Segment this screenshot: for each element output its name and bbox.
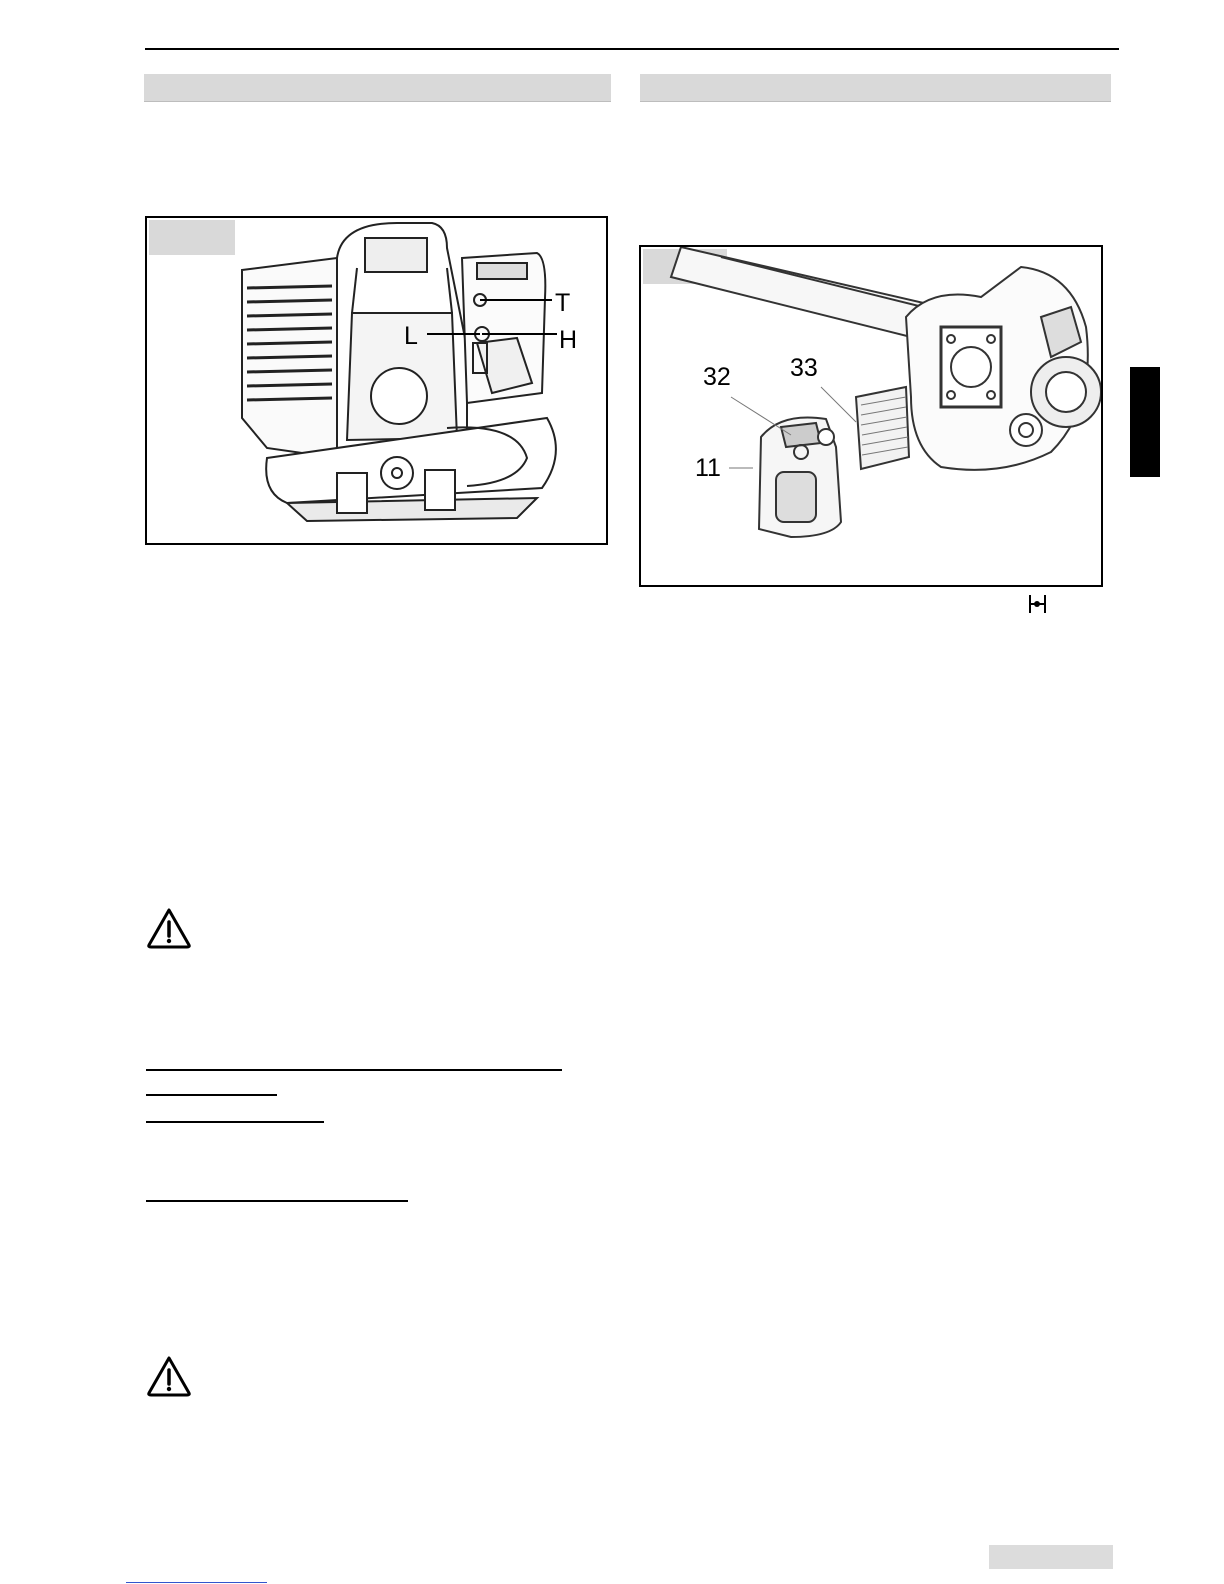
underline-rule [146, 1069, 562, 1071]
footer-link-line [126, 1582, 267, 1583]
warning-triangle-icon [146, 1355, 192, 1397]
callout-11: 11 [695, 454, 721, 482]
header-rule [145, 48, 1119, 50]
figure-engine-carburettor [145, 216, 608, 545]
callout-33: 33 [790, 354, 818, 382]
callout-32: 32 [703, 363, 731, 391]
engine-drawing [147, 218, 606, 543]
underline-rule [146, 1200, 408, 1202]
language-side-tab [1130, 367, 1160, 477]
section-header-bar-right [640, 74, 1111, 102]
underline-rule [146, 1121, 324, 1123]
air-filter-drawing [641, 247, 1101, 585]
underline-rule [146, 1094, 277, 1096]
callout-h: H [559, 326, 578, 354]
stop-position-icon [1028, 593, 1048, 615]
page-number-box [989, 1545, 1113, 1569]
warning-triangle-icon [146, 907, 192, 949]
section-header-bar-left [144, 74, 611, 102]
figure-air-filter [639, 245, 1103, 587]
callout-t: T [555, 289, 571, 317]
callout-l: L [404, 322, 418, 350]
